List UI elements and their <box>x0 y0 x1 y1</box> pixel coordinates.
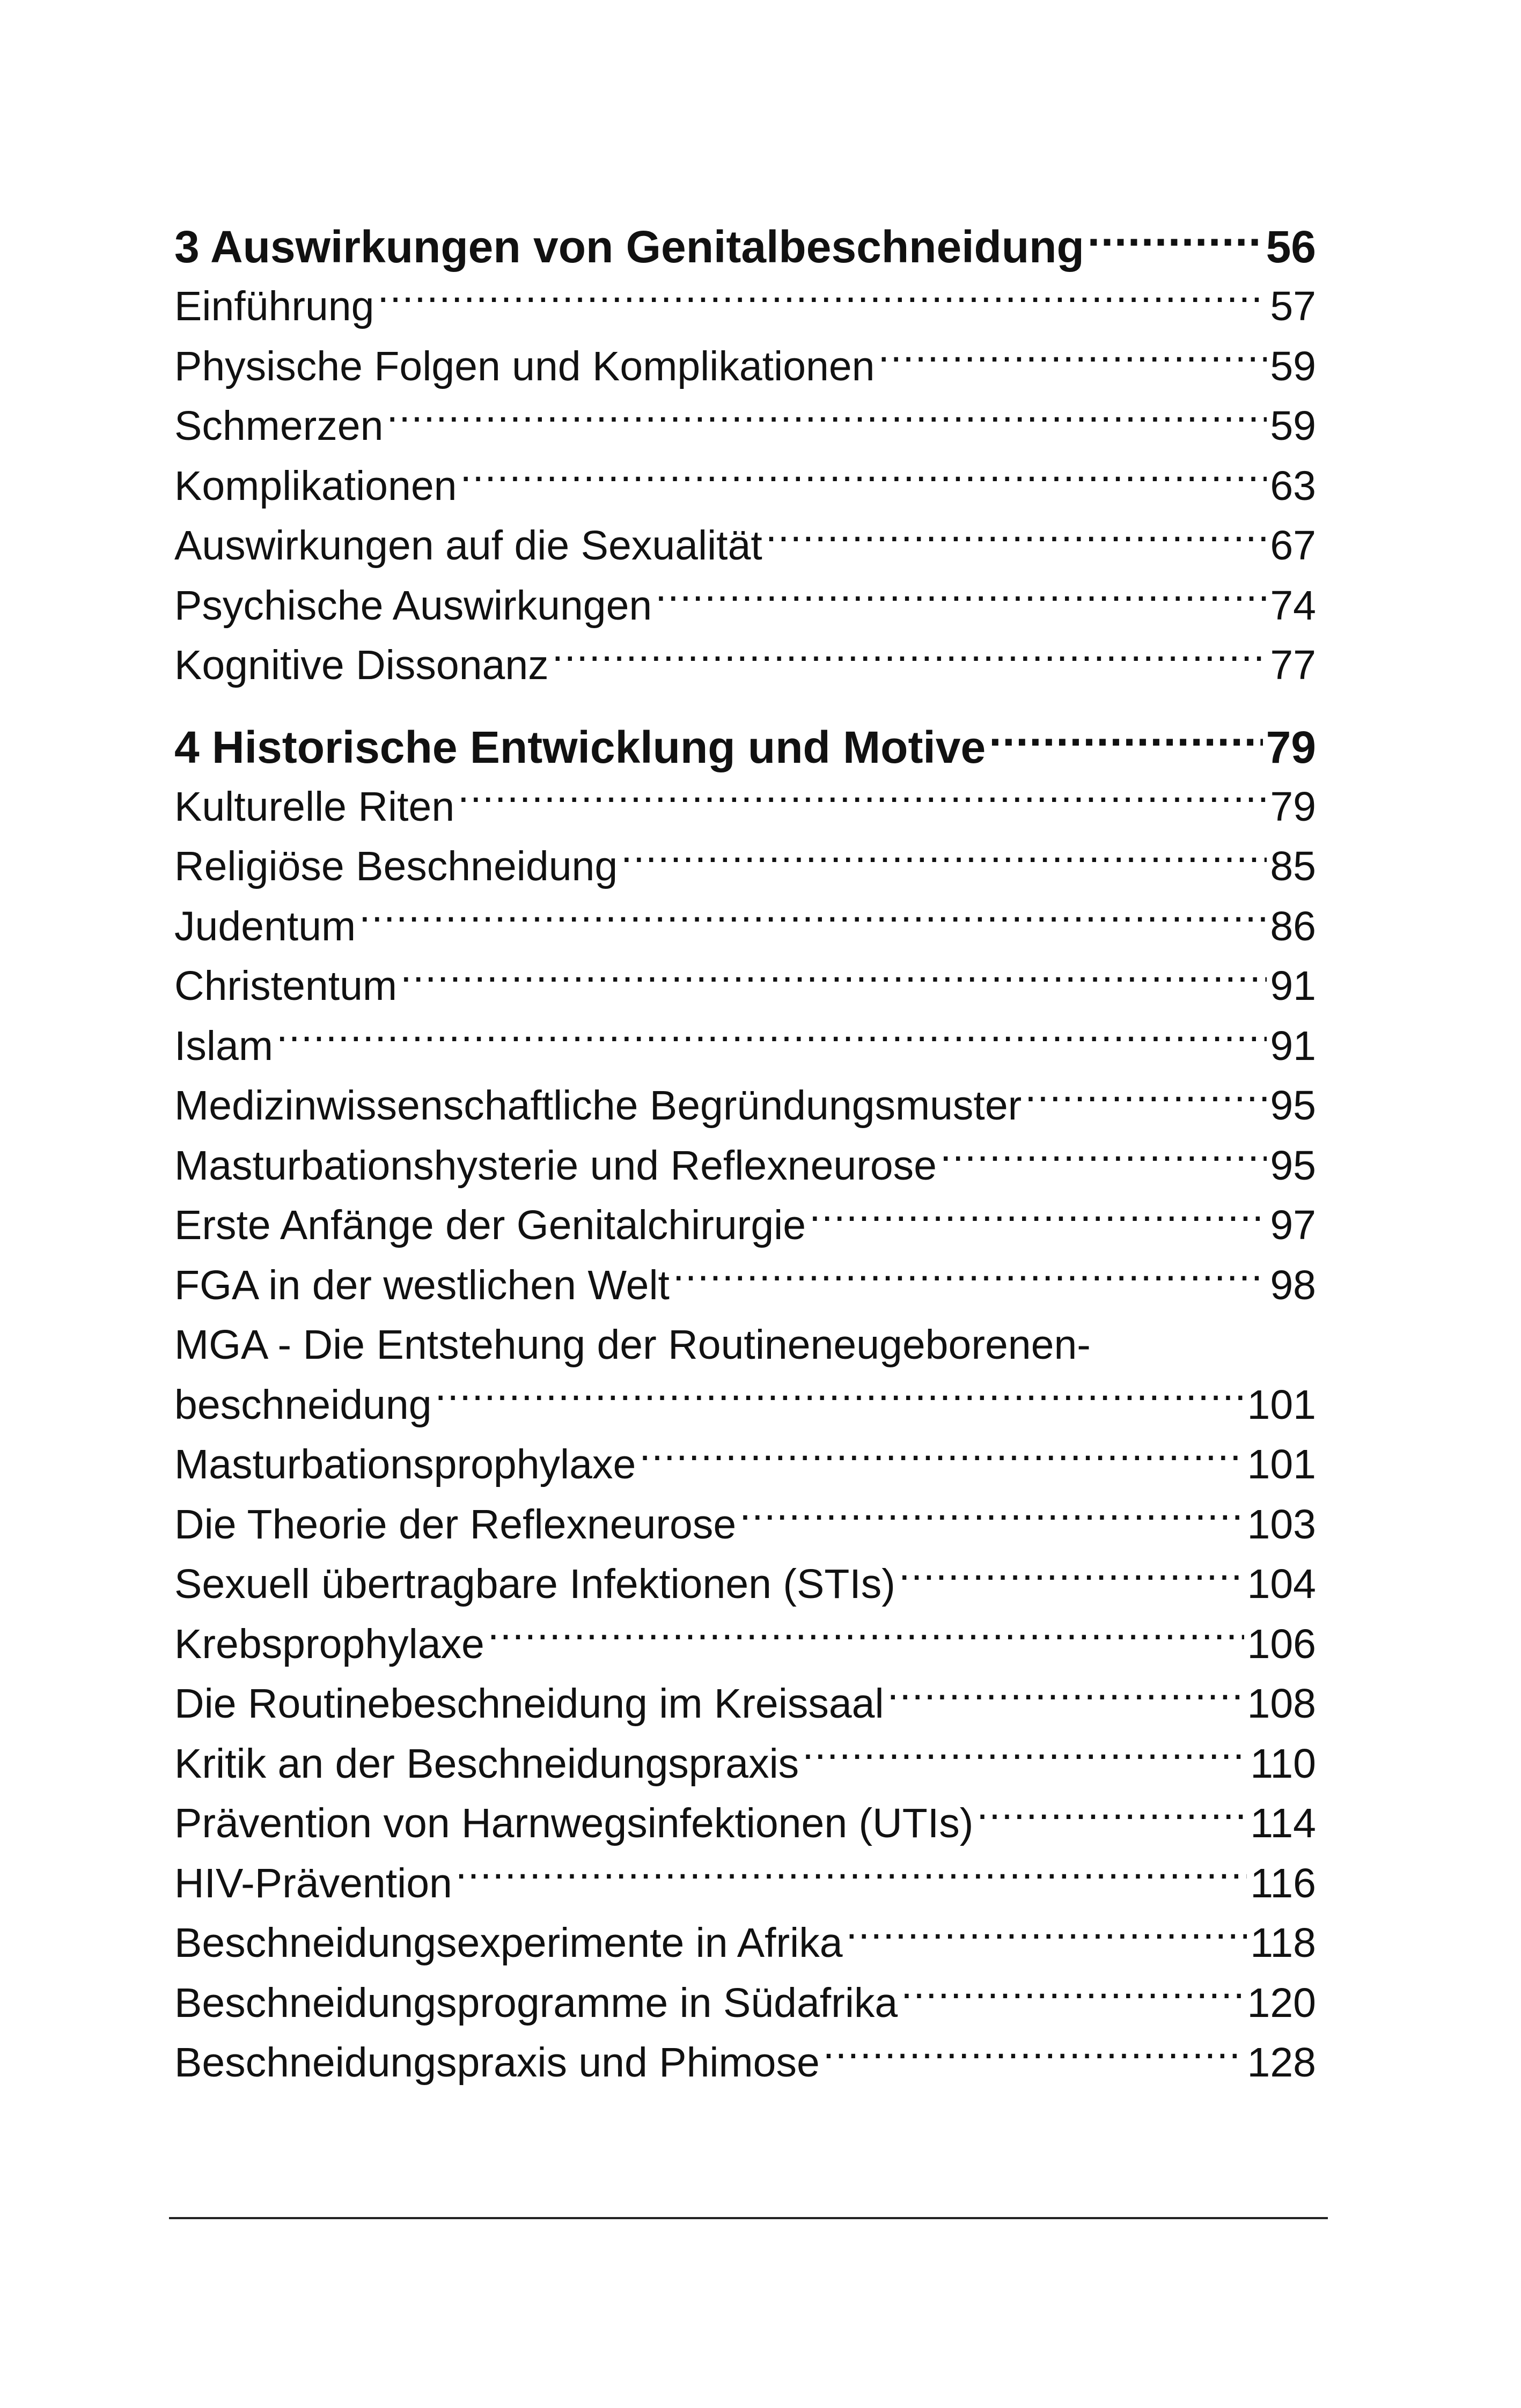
toc-entry[interactable] <box>174 277 1316 337</box>
toc-entry[interactable] <box>174 337 1316 397</box>
dot-leader <box>435 1378 1244 1419</box>
entry-title: Religiöse Beschneidung <box>174 843 618 889</box>
entry-title: Die Routinebeschneidung im Kreissaal <box>174 1681 884 1727</box>
toc-entry[interactable] <box>174 1495 1316 1555</box>
entry-title: Beschneidungsexperimente in Afrika <box>174 1920 843 1966</box>
entry-title: MGA - Die Entstehung der Routineneugeborenen- <box>174 1322 1091 1368</box>
dot-leader <box>901 1976 1244 2017</box>
entry-page-number: 108 <box>1247 1681 1316 1727</box>
toc-entry[interactable] <box>174 1555 1316 1615</box>
entry-page-number: 95 <box>1270 1142 1316 1189</box>
entry-page-number: 104 <box>1247 1561 1316 1607</box>
entry-title: HIV-Prävention <box>174 1860 452 1906</box>
table-of-contents <box>174 217 1316 2115</box>
entry-page-number: 118 <box>1250 1920 1316 1966</box>
entry-page-number: 86 <box>1270 903 1316 949</box>
entry-title: FGA in der westlichen Welt <box>174 1262 670 1308</box>
toc-entry[interactable] <box>174 1017 1316 1077</box>
dot-leader <box>359 899 1267 940</box>
footer-rule <box>169 2217 1328 2219</box>
entry-title: Masturbationsprophylaxe <box>174 1441 636 1487</box>
entry-title: Physische Folgen und Komplikationen <box>174 343 875 389</box>
section-list <box>174 777 1316 2093</box>
entry-page-number: 77 <box>1270 642 1316 688</box>
dot-leader <box>823 2035 1244 2076</box>
entry-page-number: 120 <box>1247 1979 1316 2026</box>
dot-leader <box>940 1138 1267 1180</box>
entry-title: Sexuell übertragbare Infektionen (STIs) <box>174 1561 895 1607</box>
toc-chapter-heading[interactable] <box>174 717 1316 777</box>
toc-chapter-heading[interactable] <box>174 217 1316 277</box>
entry-page-number: 101 <box>1247 1441 1316 1487</box>
toc-entry[interactable] <box>174 636 1316 696</box>
entry-title: Auswirkungen auf die Sexualität <box>174 522 762 569</box>
toc-entry[interactable] <box>174 1076 1316 1136</box>
chapter-title: 4 Historische Entwicklung und Motive <box>174 721 986 772</box>
entry-title: Prävention von Harnwegsinfektionen (UTIs) <box>174 1800 974 1846</box>
toc-entry[interactable] <box>174 1136 1316 1196</box>
entry-page-number: 74 <box>1270 582 1316 629</box>
entry-title: Die Theorie der Reflexneurose <box>174 1501 737 1548</box>
entry-page-number: 95 <box>1270 1083 1316 1129</box>
toc-entry[interactable] <box>174 1734 1316 1794</box>
dot-leader <box>639 1437 1244 1478</box>
dot-leader <box>809 1198 1267 1239</box>
toc-entry[interactable] <box>174 1256 1316 1316</box>
dot-leader <box>458 779 1267 821</box>
toc-entry[interactable] <box>174 2033 1316 2093</box>
toc-entry[interactable] <box>174 837 1316 897</box>
entry-page-number: 98 <box>1270 1262 1316 1308</box>
entry-page-number: 116 <box>1250 1860 1316 1906</box>
chapter-title: 3 Auswirkungen von Genitalbeschneidung <box>174 222 1084 272</box>
entry-page-number: 63 <box>1270 462 1316 509</box>
chapter-page-number: 79 <box>1266 721 1316 772</box>
entry-page-number: 97 <box>1270 1202 1316 1248</box>
dot-leader <box>400 959 1267 1000</box>
toc-entry[interactable] <box>174 576 1316 636</box>
dot-leader <box>386 399 1267 440</box>
entry-page-number: 106 <box>1247 1621 1316 1667</box>
entry-page-number: 57 <box>1270 283 1316 329</box>
entry-page-number: 91 <box>1270 963 1316 1009</box>
dot-leader <box>976 1796 1247 1837</box>
entry-title: Medizinwissenschaftliche Begründungsmuster <box>174 1083 1022 1129</box>
section-list <box>174 277 1316 696</box>
dot-leader <box>989 718 1262 763</box>
entry-title: Judentum <box>174 903 356 949</box>
dot-leader <box>488 1617 1244 1658</box>
toc-entry[interactable] <box>174 1196 1316 1256</box>
entry-page-number: 59 <box>1270 403 1316 449</box>
dot-leader <box>460 459 1267 500</box>
dot-leader <box>377 279 1267 320</box>
toc-entry[interactable] <box>174 1794 1316 1854</box>
toc-entry[interactable] <box>174 956 1316 1017</box>
entry-title: Kulturelle Riten <box>174 783 455 830</box>
dot-leader <box>276 1019 1267 1060</box>
toc-entry[interactable] <box>174 1973 1316 2034</box>
toc-entry[interactable] <box>174 1854 1316 1914</box>
entry-page-number: 103 <box>1247 1501 1316 1548</box>
entry-title: Erste Anfänge der Genitalchirurgie <box>174 1202 806 1248</box>
dot-leader <box>1088 217 1263 262</box>
dot-leader <box>655 578 1267 620</box>
toc-entry[interactable] <box>174 1674 1316 1734</box>
chapter-page-number: 56 <box>1266 222 1316 272</box>
toc-entry[interactable] <box>174 1615 1316 1675</box>
dot-leader <box>739 1497 1244 1538</box>
toc-entry[interactable] <box>174 396 1316 456</box>
dot-leader <box>455 1856 1247 1897</box>
entry-title: Kognitive Dissonanz <box>174 642 549 688</box>
entry-page-number: 59 <box>1270 343 1316 389</box>
entry-page-number: 101 <box>1247 1381 1316 1428</box>
entry-page-number: 128 <box>1247 2039 1316 2086</box>
entry-page-number: 79 <box>1270 783 1316 830</box>
entry-title: Beschneidungspraxis und Phimose <box>174 2039 820 2086</box>
entry-title: Schmerzen <box>174 403 384 449</box>
toc-entry[interactable] <box>174 1375 1316 1435</box>
entry-title: Einführung <box>174 283 374 329</box>
entry-title: Beschneidungsprogramme in Südafrika <box>174 1979 898 2026</box>
dot-leader <box>878 339 1267 380</box>
entry-page-number: 85 <box>1270 843 1316 889</box>
dot-leader <box>673 1258 1267 1299</box>
entry-title: Krebsprophylaxe <box>174 1621 484 1667</box>
toc-entry[interactable] <box>174 456 1316 517</box>
dot-leader <box>899 1557 1244 1598</box>
dot-leader <box>766 518 1267 559</box>
dot-leader <box>802 1736 1247 1778</box>
dot-leader <box>552 638 1267 679</box>
entry-title: Christentum <box>174 963 398 1009</box>
entry-title: Kritik an der Beschneidungspraxis <box>174 1740 799 1787</box>
entry-title: Komplikationen <box>174 462 457 509</box>
dot-leader <box>621 839 1267 880</box>
entry-title: Islam <box>174 1022 273 1069</box>
dot-leader <box>1025 1078 1267 1120</box>
entry-title: Psychische Auswirkungen <box>174 582 652 629</box>
entry-page-number: 67 <box>1270 522 1316 569</box>
toc-entry[interactable] <box>174 897 1316 957</box>
dot-leader <box>887 1676 1244 1718</box>
toc-entry[interactable] <box>174 516 1316 576</box>
entry-title-continued: beschneidung <box>174 1381 432 1428</box>
toc-entry[interactable] <box>174 1913 1316 1973</box>
toc-entry[interactable] <box>174 777 1316 837</box>
entry-title: Masturbationshysterie und Reflexneurose <box>174 1142 937 1189</box>
dot-leader <box>846 1916 1247 1957</box>
entry-page-number: 91 <box>1270 1022 1316 1069</box>
entry-page-number: 114 <box>1250 1800 1316 1846</box>
toc-entry[interactable] <box>174 1435 1316 1495</box>
entry-page-number: 110 <box>1250 1740 1316 1787</box>
toc-entry-first-line[interactable] <box>174 1315 1316 1375</box>
